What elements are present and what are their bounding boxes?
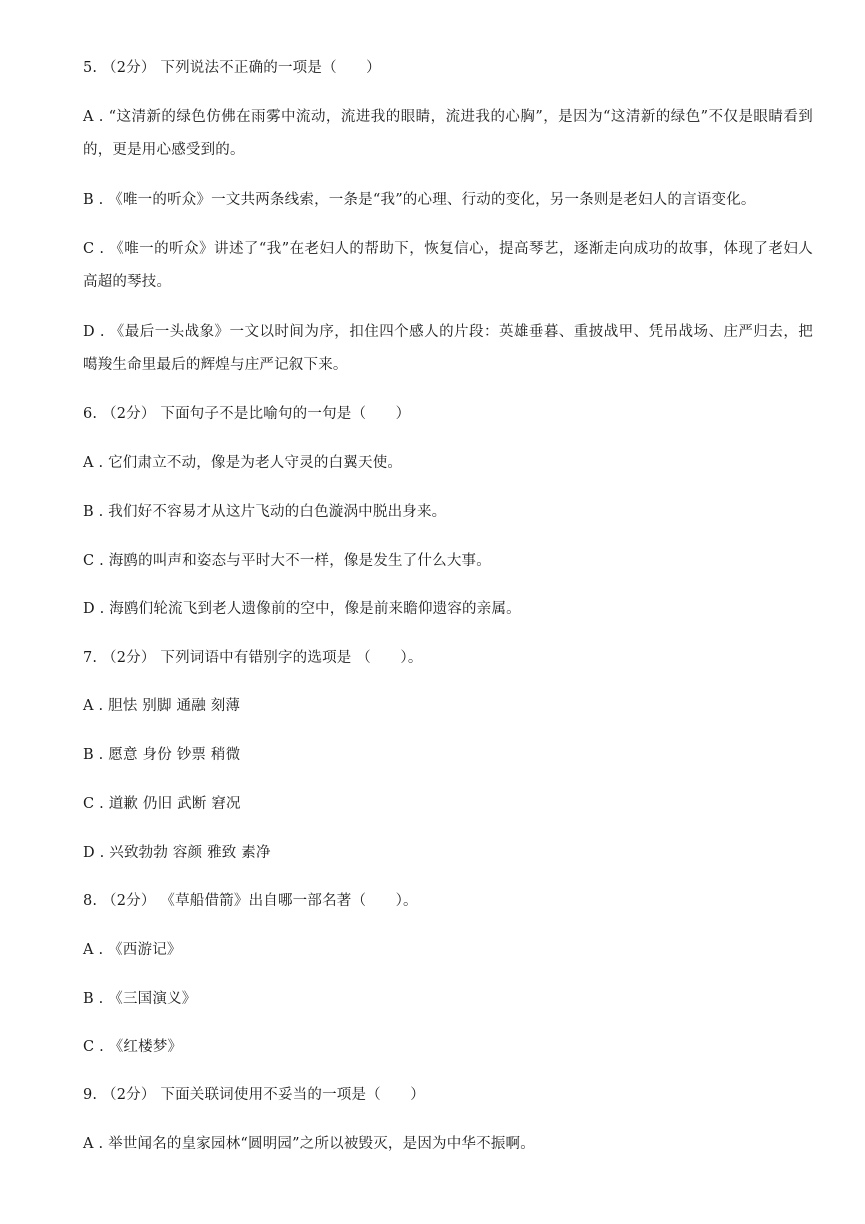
q6-option-a: A . 它们肃立不动，像是为老人守灵的白翼天使。	[83, 455, 403, 471]
q5-option-a: A . “这清新的绿色仿佛在雨雾中流动，流进我的眼睛，流进我的心胸”，是因为“这清新的绿色”不仅是眼睛看到的，更是用心感受到的。	[83, 109, 813, 158]
q8-option-c: C . 《红楼梦》	[83, 1039, 183, 1055]
q9-stem: 9. （2分） 下面关联词使用不妥当的一项是（ ）	[83, 1087, 425, 1103]
q8-option-a: A . 《西游记》	[83, 942, 182, 958]
q5-option-b: B . 《唯一的听众》一文共两条线索，一条是“我”的心理、行动的变化，另一条则是老妇人的言语变化。	[83, 192, 756, 208]
q8-stem: 8. （2分） 《草船借箭》出自哪一部名著（ ）。	[83, 893, 418, 909]
q6-option-c: C . 海鸥的叫声和姿态与平时大不一样，像是发生了什么大事。	[83, 553, 491, 569]
q7-option-b: B . 愿意 身份 钞票 稍微	[83, 747, 241, 763]
q7-option-a: A . 胆怯 别脚 通融 刻薄	[83, 698, 241, 714]
q5-option-c: C . 《唯一的听众》讲述了“我”在老妇人的帮助下，恢复信心，提高琴艺，逐渐走向成功的故事，体现了老妇人高超的琴技。	[83, 241, 813, 290]
q5-option-d: D . 《最后一头战象》一文以时间为序，扣住四个感人的片段：英雄垂暮、重披战甲、凭吊战场、庄严归去，把噶羧生命里最后的辉煌与庄严记叙下来。	[83, 324, 813, 373]
q6-stem: 6. （2分） 下面句子不是比喻句的一句是（ ）	[83, 406, 411, 422]
q5-stem: 5. （2分） 下列说法不正确的一项是（ ）	[83, 60, 381, 76]
q6-option-d: D . 海鸥们轮流飞到老人遗像前的空中，像是前来瞻仰遗容的亲属。	[83, 601, 521, 617]
q9-option-a: A . 举世闻名的皇家园林“圆明园”之所以被毁灭，是因为中华不振啊。	[83, 1136, 535, 1152]
q7-option-c: C . 道歉 仍旧 武断 窘况	[83, 796, 241, 812]
q7-option-d: D . 兴致勃勃 容颜 雅致 素净	[83, 845, 271, 861]
q8-option-b: B . 《三国演义》	[83, 991, 197, 1007]
q6-option-b: B . 我们好不容易才从这片飞动的白色漩涡中脱出身来。	[83, 504, 447, 520]
q7-stem: 7. （2分） 下列词语中有错别字的选项是 （ ）。	[83, 650, 423, 666]
